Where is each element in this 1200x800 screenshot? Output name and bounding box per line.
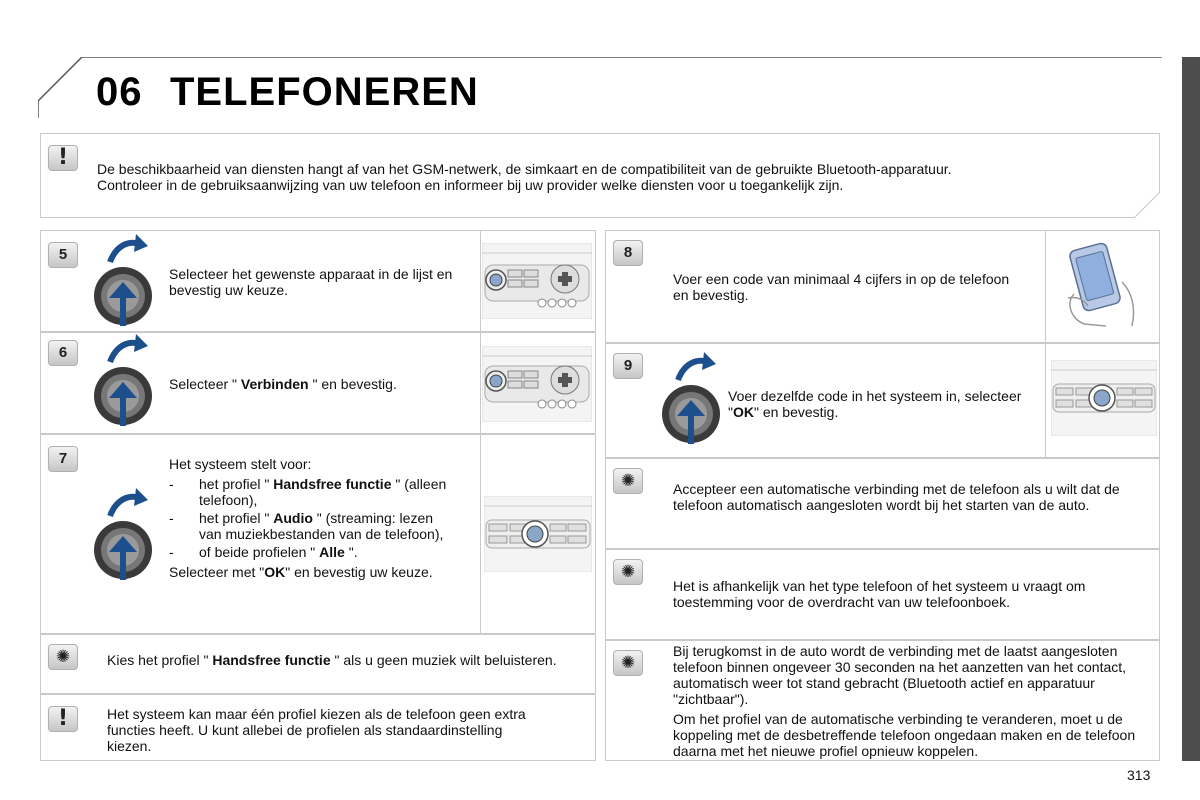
step-7-text [169, 456, 459, 580]
step-6-badge: 6 [48, 340, 78, 366]
tip-text-reconnect [673, 643, 1143, 759]
tip-icon: ✺ [48, 644, 78, 670]
step-9-text: Voer dezelfde code in het systeem in, selecteer "OK" en bevestig. [728, 388, 1022, 420]
tip-icon: ✺ [613, 559, 643, 585]
rotary-knob-icon [92, 488, 158, 584]
radio-unit-icon [1051, 360, 1157, 436]
warning-icon: ! [48, 145, 78, 171]
step-7-intro: Het systeem stelt voor: [169, 456, 312, 472]
tip-text-reconnect-p2: Om het profiel van de automatische verbinding te veranderen, moet u de koppeling met de desbetreffende telefoon ongedaan maken en de telefoon daarna met het nieuwe profiel opnieuw koppelen. [673, 711, 1136, 759]
page-number: 313 [1127, 767, 1151, 783]
radio-unit-icon [484, 496, 592, 572]
tip-icon: ✺ [613, 468, 643, 494]
step-9-badge: 9 [613, 353, 643, 379]
step-8-text: Voer een code van minimaal 4 cijfers in op de telefoon en bevestig. [673, 271, 1010, 303]
chapter-number: 06 [96, 70, 143, 114]
profile-list [169, 476, 459, 560]
tip-text-reconnect-p1: Bij terugkomst in de auto wordt de verbinding met de laatst aangesloten telefoon binnen ongeveer 30 seconden na het aanzetten van het contact, automatisch weer tot stand gebracht (Bluetooth actief en apparatuur "zichtbaar"). [673, 643, 1127, 707]
tip-text-profile: Kies het profiel " Handsfree functie " als u geen muziek wilt beluisteren. [107, 652, 557, 668]
tip-text-auto-connect: Accepteer een automatische verbinding met de telefoon als u wilt dat de telefoon automatisch aangesloten wordt bij het starten van de auto. [673, 481, 1120, 513]
radio-unit-icon [482, 346, 592, 422]
tip-text-phonebook: Het is afhankelijk van het type telefoon of het systeem u vraagt om toestemming voor de overdracht van uw telefoonboek. [673, 578, 1086, 610]
tip-icon: ✺ [613, 650, 643, 676]
notice-text-2: Controleer in de gebruiksaanwijzing van uw telefoon en informeer bij uw provider welke diensten voor u toegankelijk zijn. [97, 177, 844, 193]
side-tab [1182, 57, 1200, 761]
step-6-text: Selecteer " Verbinden " en bevestig. [169, 376, 397, 392]
notice-text-1: De beschikbaarheid van diensten hangt af van het GSM-netwerk, de simkaart en de compatibiliteit van de gebruikte Bluetooth-apparatuur. [97, 161, 952, 177]
list-item: - het profiel " Handsfree functie " (alleen telefoon), [169, 476, 447, 508]
step-5-badge: 5 [48, 242, 78, 268]
chapter-title: TELEFONEREN [170, 70, 479, 114]
smartphone-hand-icon [1060, 242, 1142, 328]
step-8-badge: 8 [613, 240, 643, 266]
rotary-knob-icon [660, 352, 726, 448]
step-5-text: Selecteer het gewenste apparaat in de lijst en bevestig uw keuze. [169, 266, 453, 298]
rotary-knob-icon [92, 334, 158, 430]
radio-unit-icon [482, 243, 592, 319]
list-item: - het profiel " Audio " (streaming: lezen van muziekbestanden van de telefoon), [169, 510, 444, 542]
step-7-outro: Selecteer met "OK" en bevestig uw keuze. [169, 564, 433, 580]
warning-text-profile: Het systeem kan maar één profiel kiezen als de telefoon geen extra functies heeft. U kunt allebei de profielen als standaardinstelling kiezen. [107, 706, 526, 754]
warning-icon: ! [48, 706, 78, 732]
list-item: - of beide profielen " Alle ". [169, 544, 358, 560]
rotary-knob-icon [92, 234, 158, 330]
folded-corner [1134, 192, 1160, 218]
step-7-badge: 7 [48, 446, 78, 472]
